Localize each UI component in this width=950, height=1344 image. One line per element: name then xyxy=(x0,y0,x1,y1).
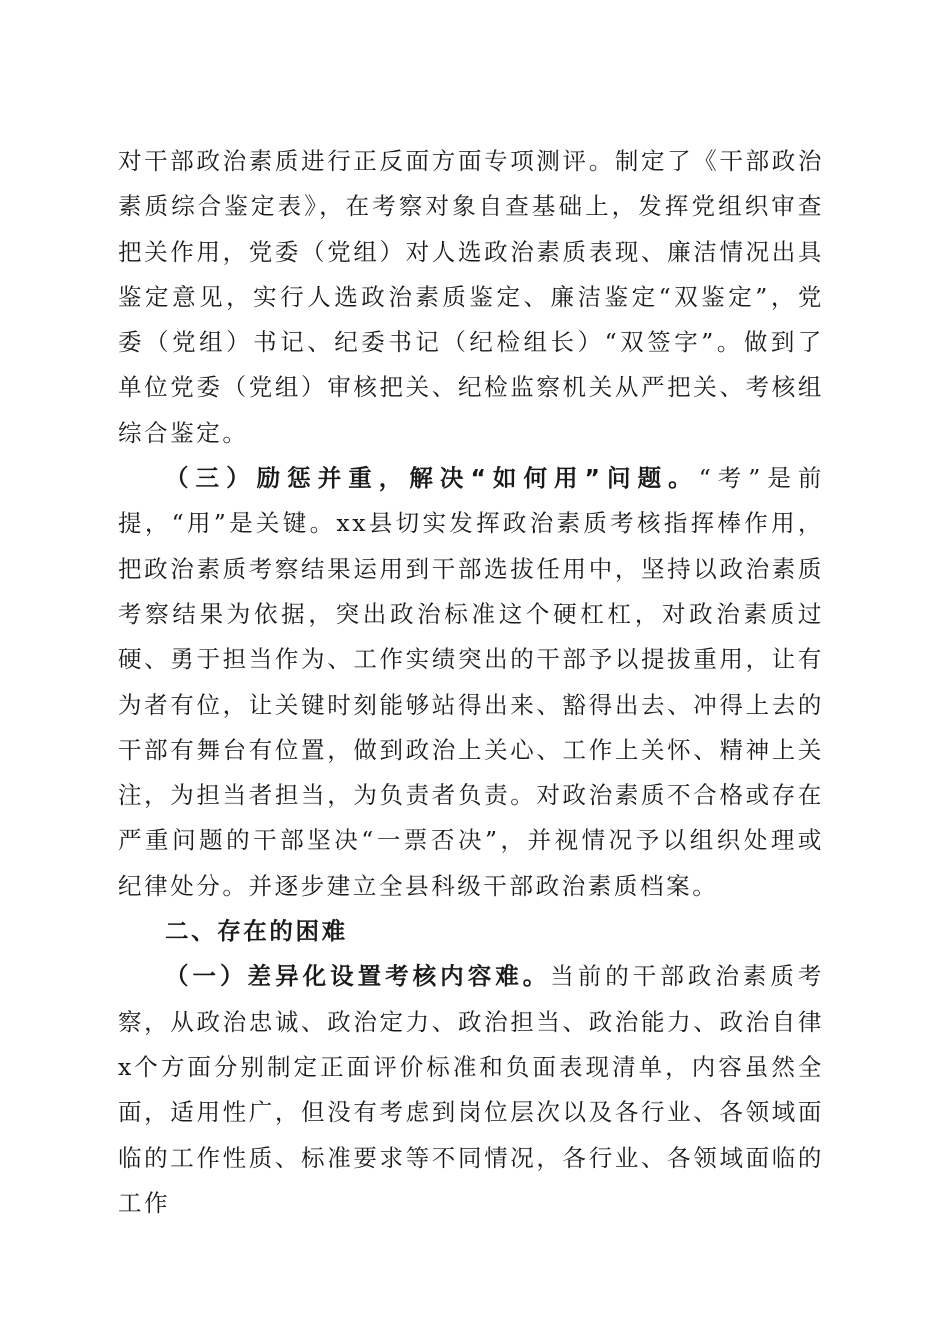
section-heading-difficulties: 二、存在的困难 xyxy=(165,917,348,946)
paragraph-dual-appraisal: 对干部政治素质进行正反面方面专项测评。制定了《干部政治素质综合鉴定表》，在考察对象自查基础上，发挥党组织审查把关作用，党委（党组）对人选政治素质表现、廉洁情况出具鉴定意见，实行人选政治素质鉴定、廉洁鉴定“双鉴定”，党委（党组）书记、纪委书记（纪检组长）“双签字”。做到了单位党委（党组）审核把关、纪检监察机关从严把关、考核组综合鉴定。 xyxy=(118,147,824,447)
subsection-heading-one: （一）差异化设置考核内容难。 xyxy=(165,962,551,991)
document-page xyxy=(118,139,824,1226)
paragraph-body: “考”是前提，“用”是关键。xx县切实发挥政治素质考核指挥棒作用，把政治素质考察结果运用到干部选拔任用中，坚持以政治素质考察结果为依据，突出政治标准这个硬杠杠，对政治素质过硬、勇于担当作为、工作实绩突出的干部予以提拔重用，让有为者有位，让关键时刻能够站得出来、豁得出去、冲得上去的干部有舞台有位置，做到政治上关心、工作上关怀、精神上关注，为担当者担当，为负责者负责。对政治素质不合格或存在严重问题的干部坚决“一票否决”，并视情况予以组织处理或纪律处分。并逐步建立全县科级干部政治素质档案。 xyxy=(118,464,824,900)
paragraph-differentiated-content xyxy=(118,954,824,1226)
paragraph-reward-punishment xyxy=(118,456,824,909)
paragraph-body: 当前的干部政治素质考察，从政治忠诚、政治定力、政治担当、政治能力、政治自律x个方面分别制定正面评价标准和负面表现清单，内容虽然全面，适用性广，但没有考虑到岗位层次以及各行业、各领域面临的工作性质、标准要求等不同情况，各行业、各领域面临的工作 xyxy=(118,962,825,1217)
subsection-heading-three: （三）励惩并重，解决“如何用”问题。 xyxy=(165,464,699,493)
